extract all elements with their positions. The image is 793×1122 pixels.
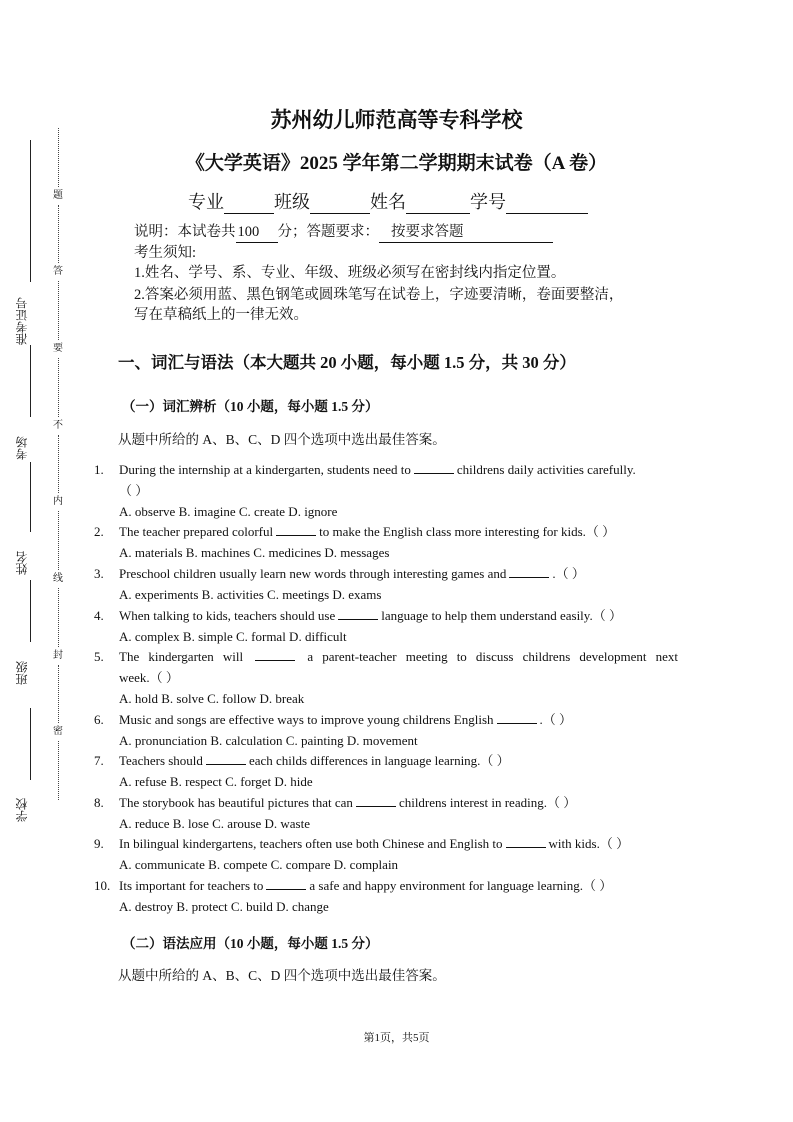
answer-blank[interactable] [266,875,306,890]
field-class-label: 班级 [274,192,310,212]
question-stem: Its important for teachers to a safe and happy environment for language learning.（ ） [119,875,678,896]
question-9 [94,833,678,875]
question-number: 3. [94,566,104,581]
question-options: A. materials B. machines C. medicines D. messages [119,545,390,560]
question-stem: Teachers should each childs differences in language learning.（ ） [119,750,678,771]
part2-instruction: 从题中所给的 A、B、C、D 四个选项中选出最佳答案。 [118,968,446,983]
answer-blank[interactable] [276,521,316,536]
exam-note-line2: 考生须知: [134,245,197,261]
question-6 [94,709,678,751]
section1-title: 一、词汇与语法（本大题共 20 小题，每小题 1.5 分，共 30 分） [118,353,576,372]
question-3 [94,563,678,605]
question-1 [94,459,678,522]
answer-blank[interactable] [497,709,537,724]
binding-label-room: 考场 [15,436,29,460]
question-stem: When talking to kids, teachers should use language to help them understand easily.（ ） [119,605,678,626]
binding-line-name [30,462,31,532]
question-stem: During the internship at a kindergarten, students need to childrens daily activities carefully. [119,459,678,480]
question-5 [94,646,678,709]
seal-char: 封 [53,649,63,661]
answer-blank[interactable] [509,563,549,578]
seal-char: 线 [53,573,63,585]
field-id-label: 学号 [470,192,506,212]
page-footer: 第1页，共5页 [363,1032,430,1044]
seal-char: 答 [53,266,63,278]
question-stem-cont: （ ） [119,483,149,498]
question-number: 1. [94,462,104,477]
question-number: 7. [94,753,104,768]
question-10 [94,875,678,917]
question-options: A. destroy B. protect C. build D. change [119,899,329,914]
question-number: 10. [94,878,111,893]
question-number: 4. [94,608,104,623]
answer-blank[interactable] [206,750,246,765]
binding-label-school: 学校 [15,798,29,822]
answer-requirement: 按要求答题 [379,222,553,243]
question-number: 6. [94,712,104,727]
seal-line [50,128,66,800]
question-options: A. complex B. simple C. formal D. difficult [119,629,347,644]
note-text: 说明：本试卷共 [134,224,236,240]
seal-char: 要 [53,343,63,355]
field-name-blank[interactable] [406,193,470,214]
student-info-fields [188,188,588,214]
question-options: A. refuse B. respect C. forget D. hide [119,774,313,789]
binding-label-id: 准考证号 [15,297,29,345]
field-id-blank[interactable] [506,193,588,214]
question-stem: The storybook has beautiful pictures that can childrens interest in reading.（ ） [119,792,678,813]
question-number: 5. [94,649,104,664]
question-number: 9. [94,836,104,851]
question-2 [94,521,678,563]
question-options: A. observe B. imagine C. create D. ignore [119,504,338,519]
question-options: A. communicate B. compete C. compare D. complain [119,857,399,872]
answer-blank[interactable] [414,459,454,474]
question-options: A. reduce B. lose C. arouse D. waste [119,816,310,831]
part1-instruction: 从题中所给的 A、B、C、D 四个选项中选出最佳答案。 [118,432,446,447]
question-4 [94,605,678,647]
exam-note-line5: 写在草稿纸上的一律无效。 [134,307,308,323]
seal-char: 密 [53,726,63,738]
question-8 [94,792,678,834]
question-number: 2. [94,524,104,539]
binding-line-class [30,580,31,642]
field-class-blank[interactable] [310,193,370,214]
answer-blank[interactable] [338,605,378,620]
part2-title: （二）语法应用（10 小题，每小题 1.5 分） [122,936,379,951]
question-stem: The teacher prepared colorful to make the English class more interesting for kids.（ ） [119,521,678,542]
question-stem: In bilingual kindergartens, teachers often use both Chinese and English to with kids.（ ） [119,833,678,854]
field-name-label: 姓名 [370,192,406,212]
question-stem-cont: week.（ ） [119,670,179,685]
field-major-blank[interactable] [224,193,274,214]
note-text: 分；答题要求： [277,224,379,240]
answer-blank[interactable] [356,792,396,807]
question-7 [94,750,678,792]
exam-note-line1 [134,222,553,243]
question-number: 8. [94,795,104,810]
question-stem: The kindergarten will a parent-teacher meeting to discuss childrens development next [119,646,678,667]
question-stem: Music and songs are effective ways to improve young childrens English .（ ） [119,709,678,730]
binding-label-name: 姓名 [15,551,29,575]
part1-title: （一）词汇辨析（10 小题，每小题 1.5 分） [122,399,379,414]
answer-blank[interactable] [506,833,546,848]
seal-char: 题 [53,189,63,201]
question-options: A. experiments B. activities C. meetings D. exams [119,587,382,602]
binding-line-school [30,708,31,780]
binding-line-room [30,345,31,417]
question-options: A. pronunciation B. calculation C. painting D. movement [119,733,418,748]
question-stem: Preschool children usually learn new words through interesting games and .（ ） [119,563,678,584]
exam-note-line3: 1.姓名、学号、系、专业、年级、班级必须写在密封线内指定位置。 [134,265,566,281]
answer-blank[interactable] [255,646,295,661]
seal-char: 不 [53,419,63,431]
total-score: 100 [236,222,278,243]
question-options: A. hold B. solve C. follow D. break [119,691,305,706]
school-title: 苏州幼儿师范高等专科学校 [270,108,523,132]
exam-title: 《大学英语》2025 学年第二学期期末试卷（A 卷） [185,153,608,174]
field-major-label: 专业 [188,192,224,212]
exam-note-line4: 2.答案必须用蓝、黑色钢笔或圆珠笔写在试卷上，字迹要清晰，卷面要整洁， [134,287,624,303]
seal-char: 内 [53,496,63,508]
binding-label-class: 班级 [15,661,29,685]
